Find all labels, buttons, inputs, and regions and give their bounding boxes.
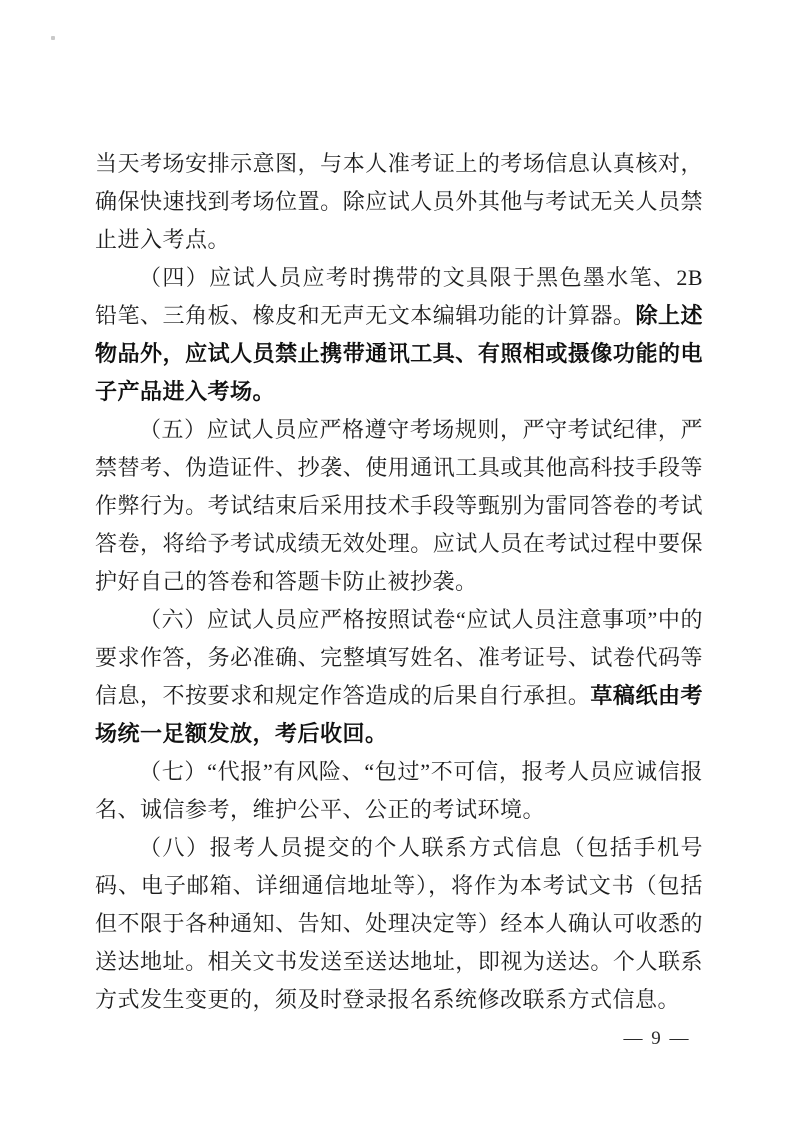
text-run-bold: 草稿纸由考场统一足额发放，考后收回。 — [95, 683, 703, 746]
scan-artifact-speck — [51, 36, 55, 40]
text-run: （七）“代报”有风险、“包过”不可信，报考人员应诚信报名、诚信参考，维护公平、公正的考试环境。 — [95, 759, 703, 822]
paragraph-item-5 — [95, 411, 703, 601]
text-run: （四）应试人员应考时携带的文具限于黑色墨水笔、2B 铅笔、三角板、橡皮和无声无文本编辑功能的计算器。 — [95, 265, 703, 328]
text-run: （五）应试人员应严格遵守考场规则，严守考试纪律，严禁替考、伪造证件、抄袭、使用通讯工具或其他高科技手段等作弊行为。考试结束后采用技术手段等甄别为雷同答卷的考试答卷，将给予考试成绩无效处理。应试人员在考试过程中要保护好自己的答卷和答题卡防止被抄袭。 — [95, 417, 703, 594]
text-run-bold: 除上述物品外，应试人员禁止携带通讯工具、有照相或摄像功能的电子产品进入考场。 — [95, 303, 703, 404]
text-run: （八）报考人员提交的个人联系方式信息（包括手机号码、电子邮箱、详细通信地址等），将作为本考试文书（包括但不限于各种通知、告知、处理决定等）经本人确认可收悉的送达地址。相关文书发送至送达地址，即视为送达。个人联系方式发生变更的，须及时登录报名系统修改联系方式信息。 — [95, 835, 703, 1012]
paragraph-item-8 — [95, 829, 703, 1019]
paragraph-continuation — [95, 145, 703, 259]
page-number: — 9 — — [623, 1028, 691, 1049]
document-body — [95, 145, 703, 1019]
paragraph-item-7 — [95, 753, 703, 829]
paragraph-item-4 — [95, 259, 703, 411]
text-run: （六）应试人员应严格按照试卷“应试人员注意事项”中的要求作答，务必准确、完整填写姓名、准考证号、试卷代码等信息，不按要求和规定作答造成的后果自行承担。 — [95, 607, 703, 708]
text-run: 当天考场安排示意图，与本人准考证上的考场信息认真核对，确保快速找到考场位置。除应试人员外其他与考试无关人员禁止进入考点。 — [95, 151, 703, 252]
paragraph-item-6 — [95, 601, 703, 753]
